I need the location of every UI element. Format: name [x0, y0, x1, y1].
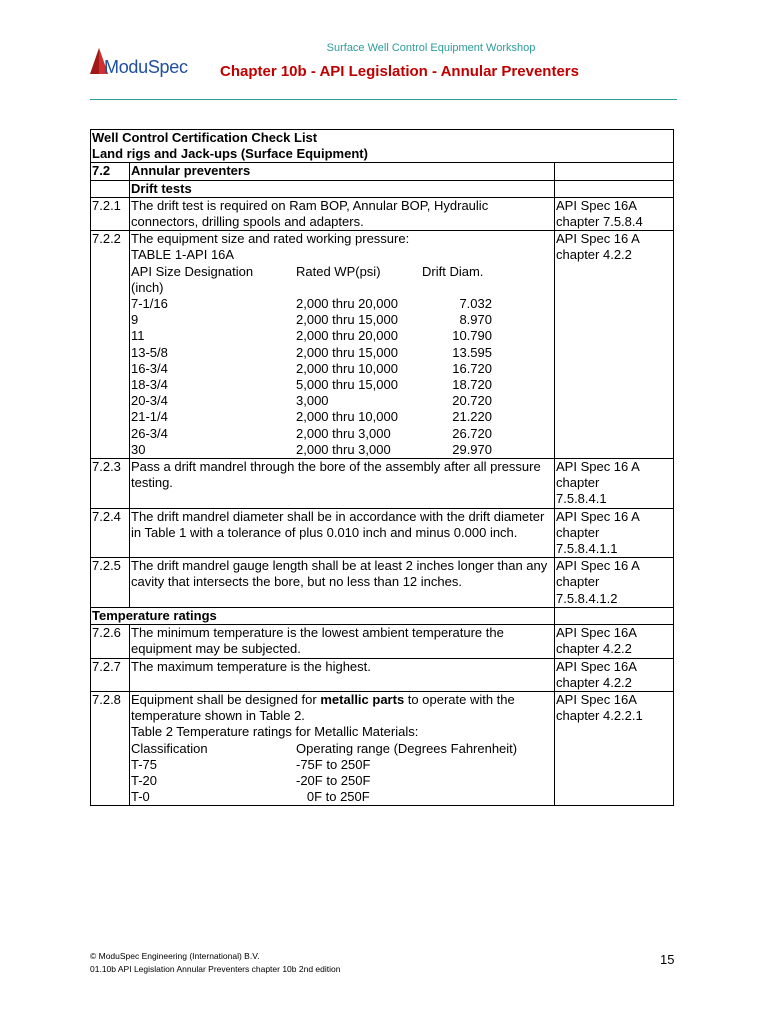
table1-header [131, 264, 553, 280]
empty-ref-cell [555, 163, 674, 180]
item-number: 7.2.7 [91, 658, 130, 691]
ref-line: API Spec 16A [556, 197, 637, 213]
item-intro [131, 692, 553, 724]
size-value: 26-3/4 [131, 425, 168, 441]
wp-value: 5,000 thru 15,000 [296, 377, 398, 393]
drift-value: 10.790 [452, 328, 492, 344]
footer-document-name: 01.10b API Legislation Annular Preventers chapter 10b 2nd edition [90, 964, 341, 974]
size-value: 13-5/8 [131, 344, 168, 360]
header-divider [90, 99, 677, 100]
size-row [131, 328, 553, 344]
table2-header [131, 741, 553, 757]
item-number: 7.2.1 [91, 197, 130, 230]
wp-value: 2,000 thru 3,000 [296, 441, 391, 457]
temperature-heading-row [91, 607, 674, 624]
size-value: 20-3/4 [131, 393, 168, 409]
size-row [131, 345, 553, 361]
table-row [91, 231, 674, 459]
item-number: 7.2.8 [91, 691, 130, 805]
size-row [131, 426, 553, 442]
drift-value: 13.595 [452, 344, 492, 360]
item-reference [555, 459, 674, 509]
col-range-header: Operating range (Degrees Fahrenheit) [296, 740, 518, 756]
class-value: T-75 [131, 756, 158, 772]
table-subtitle: Land rigs and Jack-ups (Surface Equipment) [92, 146, 368, 162]
ref-line: API Spec 16 A [556, 558, 640, 574]
item-number: 7.2.5 [91, 558, 130, 608]
table-row [91, 459, 674, 509]
text-emphasis: metallic parts [320, 691, 405, 707]
size-value: 11 [131, 328, 145, 344]
drift-value: 8.970 [459, 312, 492, 328]
ref-line: chapter 4.2.2.1 [556, 708, 643, 724]
section-row [91, 163, 674, 180]
table1-unit: (inch) [131, 279, 164, 295]
temp-row [131, 789, 553, 805]
item-text [130, 691, 555, 805]
ref-line: API Spec 16A [556, 658, 637, 674]
size-value: 16-3/4 [131, 360, 168, 376]
logo-text: ModuSpec [104, 57, 188, 77]
drift-value: 21.220 [452, 409, 492, 425]
item-intro: The equipment size and rated working pressure: [131, 231, 410, 247]
size-value: 7-1/16 [131, 296, 168, 312]
item-text: The drift mandrel gauge length shall be at least 2 inches longer than any cavity that intersects the bore, but no less than 12 inches. [130, 558, 555, 608]
ref-line: API Spec 16A [556, 625, 637, 641]
empty-num-cell [91, 180, 130, 197]
table2-name: Table 2 Temperature ratings for Metallic Materials: [131, 724, 419, 740]
item-text [130, 231, 555, 459]
drift-value: 16.720 [452, 360, 492, 376]
wp-value: 2,000 thru 15,000 [296, 312, 398, 328]
size-row [131, 361, 553, 377]
wp-value: 2,000 thru 10,000 [296, 409, 398, 425]
item-number: 7.2.3 [91, 459, 130, 509]
table-row [91, 691, 674, 805]
moduspec-logo [89, 46, 209, 86]
section-label: Annular preventers [130, 163, 555, 180]
col-class-header: Classification [131, 740, 208, 756]
table-row [91, 197, 674, 230]
drift-tests-heading: Drift tests [130, 180, 555, 197]
ref-line: API Spec 16A [556, 691, 637, 707]
ref-line: API Spec 16 A [556, 231, 640, 247]
page-number: 15 [660, 952, 675, 967]
ref-line: API Spec 16 A [556, 508, 640, 524]
class-value: T-20 [131, 772, 158, 788]
item-reference [555, 625, 674, 658]
item-text: The drift mandrel diameter shall be in accordance with the drift diameter in Table 1 with a tolerance of plus 0.010 inch and minus 0.000 inch. [130, 508, 555, 558]
drift-value: 20.720 [452, 393, 492, 409]
drift-value: 18.720 [452, 377, 492, 393]
size-value: 30 [131, 441, 146, 457]
drift-value: 7.032 [459, 296, 492, 312]
footer-copyright: © ModuSpec Engineering (International) B.V. [90, 951, 260, 961]
table-title: Well Control Certification Check List [92, 130, 318, 145]
item-text: The minimum temperature is the lowest ambient temperature the equipment may be subjected. [130, 625, 555, 658]
drift-heading-row [91, 180, 674, 197]
ref-line: API Spec 16 A [556, 459, 640, 475]
ref-line: chapter 4.2.2 [556, 674, 632, 690]
item-number: 7.2.6 [91, 625, 130, 658]
item-reference [555, 197, 674, 230]
item-number: 7.2.2 [91, 231, 130, 459]
col-wp-header: Rated WP(psi) [296, 263, 381, 279]
ref-line: chapter [556, 475, 600, 491]
wp-value: 2,000 thru 10,000 [296, 360, 398, 376]
temperature-ratings-heading: Temperature ratings [91, 607, 555, 624]
item-text: The maximum temperature is the highest. [130, 658, 555, 691]
table-row [91, 508, 674, 558]
table-row [91, 625, 674, 658]
ref-line: 7.5.8.4.1.2 [556, 590, 618, 606]
range-value: 0F to 250F [296, 789, 370, 805]
size-value: 18-3/4 [131, 377, 168, 393]
drift-value: 29.970 [452, 441, 492, 457]
size-row [131, 377, 553, 393]
wp-value: 3,000 [296, 393, 329, 409]
item-reference [555, 558, 674, 608]
table-row [91, 658, 674, 691]
temp-row [131, 757, 553, 773]
ref-line: 7.5.8.4.1 [556, 491, 607, 507]
size-row [131, 296, 553, 312]
size-value: 9 [131, 312, 139, 328]
item-reference [555, 691, 674, 805]
wp-value: 2,000 thru 3,000 [296, 425, 391, 441]
col-drift-header: Drift Diam. [422, 263, 484, 279]
class-value: T-0 [131, 789, 150, 805]
table-row [91, 558, 674, 608]
size-row [131, 442, 553, 458]
ref-line: chapter [556, 524, 600, 540]
item-text: Pass a drift mandrel through the bore of the assembly after all pressure testing. [130, 459, 555, 509]
col-size-header: API Size Designation [131, 263, 254, 279]
ref-line: chapter [556, 574, 600, 590]
item-reference [555, 508, 674, 558]
drift-value: 26.720 [452, 425, 492, 441]
item-reference [555, 231, 674, 459]
ref-line: 7.5.8.4.1.1 [556, 541, 618, 557]
range-value: -20F to 250F [296, 772, 371, 788]
workshop-subtitle: Surface Well Control Equipment Workshop [326, 42, 536, 54]
empty-ref-cell [555, 180, 674, 197]
text-part: Equipment shall be designed for [131, 691, 321, 707]
item-text: The drift test is required on Ram BOP, Annular BOP, Hydraulic connectors, drilling spools and adapters. [130, 197, 555, 230]
ref-line: chapter 7.5.8.4 [556, 214, 643, 230]
size-row [131, 393, 553, 409]
size-value: 21-1/4 [131, 409, 168, 425]
text-part: to operate with the temperature shown in Table 2. [131, 691, 515, 724]
table-title-cell [91, 130, 674, 163]
size-row [131, 409, 553, 425]
wp-value: 2,000 thru 20,000 [296, 328, 398, 344]
wp-value: 2,000 thru 20,000 [296, 296, 398, 312]
ref-line: chapter 4.2.2 [556, 247, 632, 263]
temp-row [131, 773, 553, 789]
item-reference [555, 658, 674, 691]
section-number: 7.2 [91, 163, 130, 180]
table-title-row [91, 130, 674, 163]
chapter-title: Chapter 10b - API Legislation - Annular Preventers [220, 63, 579, 80]
size-row [131, 312, 553, 328]
item-number: 7.2.4 [91, 508, 130, 558]
range-value: -75F to 250F [296, 756, 371, 772]
wp-value: 2,000 thru 15,000 [296, 344, 398, 360]
table1-name: TABLE 1-API 16A [131, 247, 235, 263]
empty-ref-cell [555, 607, 674, 624]
certification-checklist-table [90, 129, 674, 806]
ref-line: chapter 4.2.2 [556, 641, 632, 657]
